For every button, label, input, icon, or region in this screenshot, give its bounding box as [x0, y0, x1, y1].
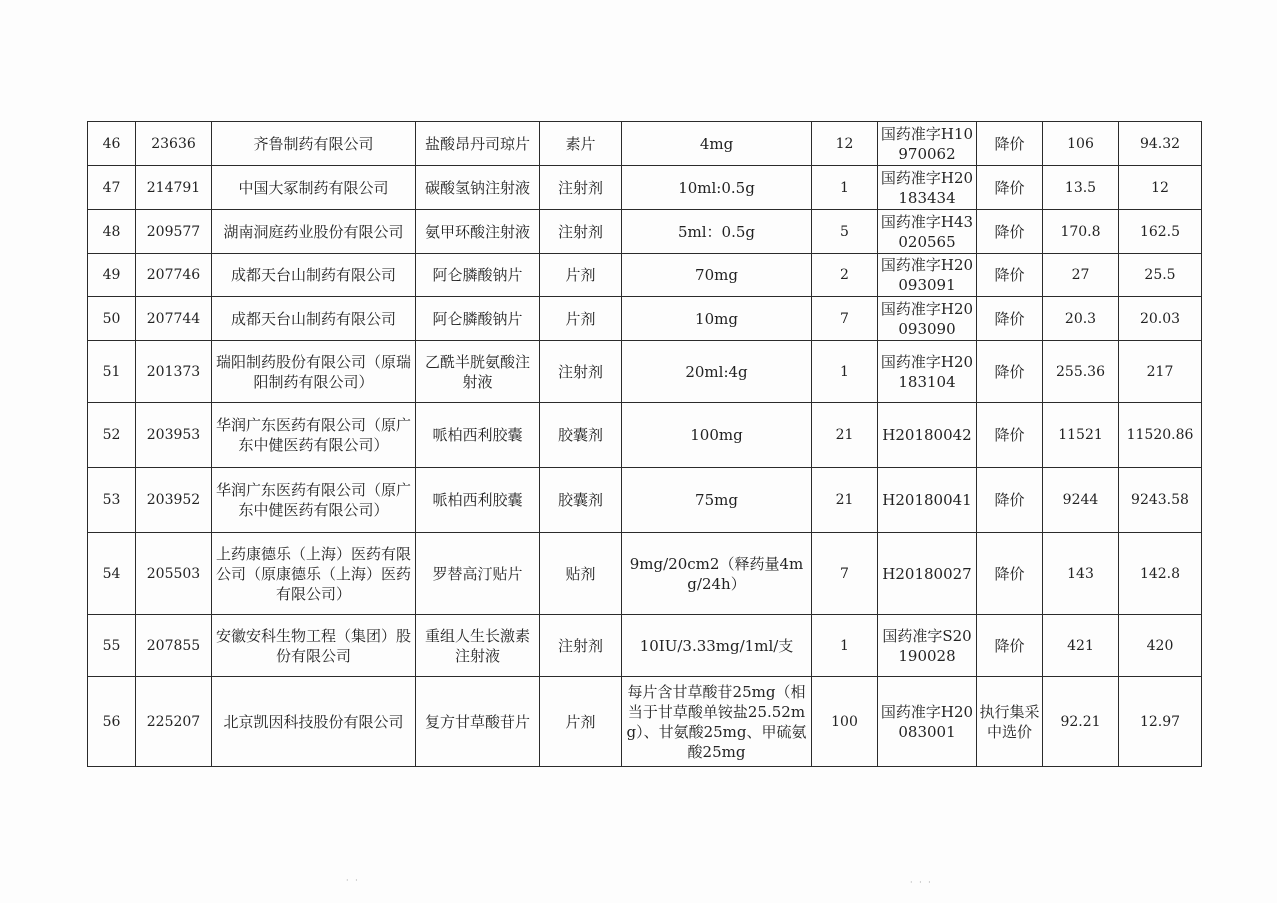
original-price: 170.8 — [1043, 210, 1119, 254]
drug-name: 阿仑膦酸钠片 — [416, 297, 540, 341]
company-name: 华润广东医药有限公司（原广东中健医药有限公司） — [212, 403, 416, 468]
drug-code: 207744 — [136, 297, 212, 341]
adjustment-type: 降价 — [977, 341, 1043, 403]
adjustment-type: 降价 — [977, 468, 1043, 533]
adjustment-type: 降价 — [977, 297, 1043, 341]
adjustment-type: 降价 — [977, 122, 1043, 166]
row-number: 52 — [88, 403, 136, 468]
adjusted-price: 9243.58 — [1119, 468, 1202, 533]
drug-name: 哌柏西利胶囊 — [416, 403, 540, 468]
drug-code: 209577 — [136, 210, 212, 254]
drug-name: 哌柏西利胶囊 — [416, 468, 540, 533]
adjusted-price: 20.03 — [1119, 297, 1202, 341]
specification: 10ml:0.5g — [622, 166, 812, 210]
company-name: 上药康德乐（上海）医药有限公司（原康德乐（上海）医药有限公司） — [212, 533, 416, 615]
drug-price-table — [87, 121, 1202, 767]
drug-code: 225207 — [136, 677, 212, 767]
package-quantity: 5 — [812, 210, 878, 254]
specification: 100mg — [622, 403, 812, 468]
company-name: 齐鲁制药有限公司 — [212, 122, 416, 166]
approval-number: 国药准字H20093090 — [878, 297, 977, 341]
row-number: 46 — [88, 122, 136, 166]
drug-name: 乙酰半胱氨酸注射液 — [416, 341, 540, 403]
approval-number: 国药准字H43020565 — [878, 210, 977, 254]
dosage-form: 片剂 — [540, 677, 622, 767]
row-number: 55 — [88, 615, 136, 677]
adjusted-price: 162.5 — [1119, 210, 1202, 254]
approval-number: H20180041 — [878, 468, 977, 533]
adjusted-price: 12.97 — [1119, 677, 1202, 767]
original-price: 255.36 — [1043, 341, 1119, 403]
approval-number: 国药准字H20183104 — [878, 341, 977, 403]
original-price: 92.21 — [1043, 677, 1119, 767]
adjustment-type: 降价 — [977, 533, 1043, 615]
dosage-form: 贴剂 — [540, 533, 622, 615]
scan-speck: · · · — [910, 878, 933, 887]
specification: 9mg/20cm2（释药量4mg/24h） — [622, 533, 812, 615]
approval-number: 国药准字H20183434 — [878, 166, 977, 210]
table-row — [88, 122, 1202, 166]
table-row — [88, 533, 1202, 615]
approval-number: 国药准字H10970062 — [878, 122, 977, 166]
row-number: 51 — [88, 341, 136, 403]
dosage-form: 注射剂 — [540, 166, 622, 210]
package-quantity: 12 — [812, 122, 878, 166]
package-quantity: 1 — [812, 615, 878, 677]
specification: 20ml:4g — [622, 341, 812, 403]
table-row — [88, 166, 1202, 210]
specification: 70mg — [622, 254, 812, 297]
drug-name: 重组人生长激素注射液 — [416, 615, 540, 677]
approval-number: 国药准字H20093091 — [878, 254, 977, 297]
approval-number: 国药准字H20083001 — [878, 677, 977, 767]
original-price: 143 — [1043, 533, 1119, 615]
specification: 75mg — [622, 468, 812, 533]
row-number: 53 — [88, 468, 136, 533]
original-price: 20.3 — [1043, 297, 1119, 341]
dosage-form: 片剂 — [540, 297, 622, 341]
company-name: 北京凯因科技股份有限公司 — [212, 677, 416, 767]
adjusted-price: 12 — [1119, 166, 1202, 210]
row-number: 48 — [88, 210, 136, 254]
company-name: 成都天台山制药有限公司 — [212, 297, 416, 341]
adjusted-price: 94.32 — [1119, 122, 1202, 166]
adjustment-type: 执行集采中选价 — [977, 677, 1043, 767]
drug-code: 203953 — [136, 403, 212, 468]
dosage-form: 注射剂 — [540, 341, 622, 403]
approval-number: 国药准字S20190028 — [878, 615, 977, 677]
adjusted-price: 217 — [1119, 341, 1202, 403]
original-price: 13.5 — [1043, 166, 1119, 210]
specification: 5ml：0.5g — [622, 210, 812, 254]
row-number: 54 — [88, 533, 136, 615]
drug-name: 罗替高汀贴片 — [416, 533, 540, 615]
dosage-form: 胶囊剂 — [540, 468, 622, 533]
company-name: 湖南洞庭药业股份有限公司 — [212, 210, 416, 254]
row-number: 47 — [88, 166, 136, 210]
adjustment-type: 降价 — [977, 166, 1043, 210]
row-number: 50 — [88, 297, 136, 341]
row-number: 49 — [88, 254, 136, 297]
drug-code: 205503 — [136, 533, 212, 615]
package-quantity: 7 — [812, 297, 878, 341]
company-name: 中国大冢制药有限公司 — [212, 166, 416, 210]
company-name: 华润广东医药有限公司（原广东中健医药有限公司） — [212, 468, 416, 533]
package-quantity: 21 — [812, 468, 878, 533]
drug-code: 23636 — [136, 122, 212, 166]
table-row — [88, 615, 1202, 677]
original-price: 106 — [1043, 122, 1119, 166]
dosage-form: 片剂 — [540, 254, 622, 297]
package-quantity: 100 — [812, 677, 878, 767]
package-quantity: 21 — [812, 403, 878, 468]
specification: 10mg — [622, 297, 812, 341]
drug-code: 214791 — [136, 166, 212, 210]
table-row — [88, 254, 1202, 297]
dosage-form: 素片 — [540, 122, 622, 166]
company-name: 瑞阳制药股份有限公司（原瑞阳制药有限公司） — [212, 341, 416, 403]
drug-code: 207855 — [136, 615, 212, 677]
approval-number: H20180042 — [878, 403, 977, 468]
table-row — [88, 297, 1202, 341]
dosage-form: 注射剂 — [540, 615, 622, 677]
original-price: 11521 — [1043, 403, 1119, 468]
dosage-form: 注射剂 — [540, 210, 622, 254]
adjusted-price: 25.5 — [1119, 254, 1202, 297]
table-row — [88, 677, 1202, 767]
drug-name: 盐酸昂丹司琼片 — [416, 122, 540, 166]
drug-code: 201373 — [136, 341, 212, 403]
drug-name: 阿仑膦酸钠片 — [416, 254, 540, 297]
package-quantity: 7 — [812, 533, 878, 615]
drug-name: 碳酸氢钠注射液 — [416, 166, 540, 210]
table-row — [88, 210, 1202, 254]
original-price: 421 — [1043, 615, 1119, 677]
table-row — [88, 341, 1202, 403]
original-price: 9244 — [1043, 468, 1119, 533]
row-number: 56 — [88, 677, 136, 767]
company-name: 成都天台山制药有限公司 — [212, 254, 416, 297]
adjusted-price: 420 — [1119, 615, 1202, 677]
adjustment-type: 降价 — [977, 403, 1043, 468]
package-quantity: 1 — [812, 166, 878, 210]
dosage-form: 胶囊剂 — [540, 403, 622, 468]
table-body — [88, 122, 1202, 767]
drug-code: 203952 — [136, 468, 212, 533]
package-quantity: 1 — [812, 341, 878, 403]
scan-speck: · · — [346, 876, 360, 885]
drug-code: 207746 — [136, 254, 212, 297]
adjustment-type: 降价 — [977, 254, 1043, 297]
adjustment-type: 降价 — [977, 210, 1043, 254]
adjusted-price: 11520.86 — [1119, 403, 1202, 468]
specification: 10IU/3.33mg/1ml/支 — [622, 615, 812, 677]
adjustment-type: 降价 — [977, 615, 1043, 677]
table-row — [88, 468, 1202, 533]
adjusted-price: 142.8 — [1119, 533, 1202, 615]
company-name: 安徽安科生物工程（集团）股份有限公司 — [212, 615, 416, 677]
package-quantity: 2 — [812, 254, 878, 297]
table-row — [88, 403, 1202, 468]
drug-name: 氨甲环酸注射液 — [416, 210, 540, 254]
original-price: 27 — [1043, 254, 1119, 297]
approval-number: H20180027 — [878, 533, 977, 615]
specification: 4mg — [622, 122, 812, 166]
specification: 每片含甘草酸苷25mg（相当于甘草酸单铵盐25.52mg）、甘氨酸25mg、甲硫氨酸25mg — [622, 677, 812, 767]
drug-name: 复方甘草酸苷片 — [416, 677, 540, 767]
